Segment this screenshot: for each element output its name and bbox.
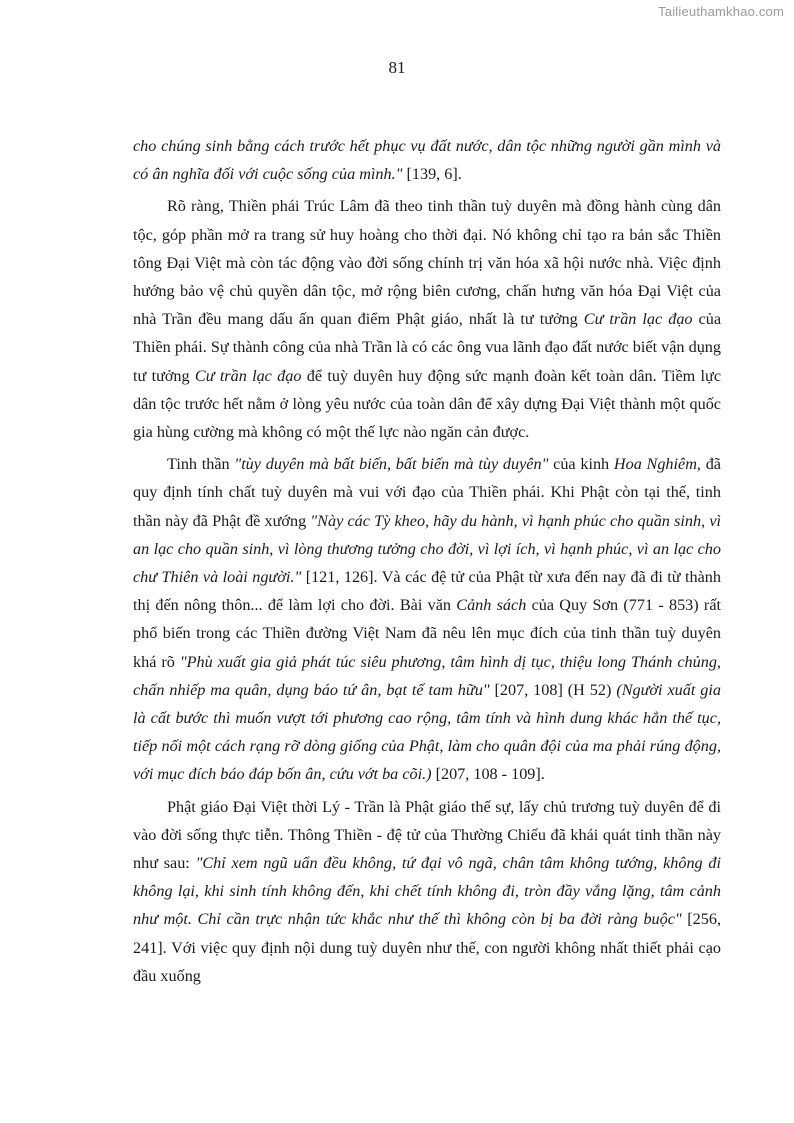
text-span: [207, 108] (H 52) xyxy=(489,680,617,699)
text-span: của kinh xyxy=(548,455,614,474)
italic-text: "Chỉ xem ngũ uẩn đều không, tứ đại vô ngã, chân tâm không tướng, không đi không lại, khi sinh tính không đến, khi chết tính không đi, tròn đầy vắng lặng, tâm cảnh như một. Chỉ cần trực nhận tức khắc như thế thì không còn bị ba đời ràng buộc" xyxy=(133,854,721,929)
italic-text: Cư trần lạc đạo xyxy=(583,310,693,329)
text-span: [207, 108 - 109]. xyxy=(431,765,545,784)
text-span: Phật giáo Đại Việt thời Lý - Trần là Phật giáo thế sự, lấy chủ trương tuỳ duyên để đi vào đời sống thực tiễn. Thông Thiền - đệ tử của Thường Chiếu đã khái quát tinh thần này như sau: xyxy=(133,797,721,873)
watermark: Tailieuthamkhao.com xyxy=(658,4,784,19)
italic-text: "tùy duyên mà bất biến, bất biến mà tùy duyên" xyxy=(234,455,549,474)
text-span: Tinh thần xyxy=(167,455,235,474)
text-span: [139, 6]. xyxy=(402,165,462,184)
text-span: của Thiền phái. Sự thành công của nhà Trần là có các ông vua lãnh đạo đất nước biết vận dụng tư tưởng xyxy=(133,310,722,385)
paragraph xyxy=(133,793,721,990)
paragraph xyxy=(133,450,721,788)
paragraph xyxy=(133,132,721,188)
italic-text: "Phù xuất gia giả phát túc siêu phương, tâm hình dị tục, thiệu long Thánh chủng, chấn nhiếp ma quân, dụng báo tứ ân, bạt tế tam hữu" xyxy=(133,652,721,699)
page-number: 81 xyxy=(388,58,406,77)
text-span: , đã quy định tính chất tuỳ duyên mà vui với đạo của Thiền phái. Khi Phật còn tại thế, tinh thần này đã Phật đề xướng xyxy=(133,455,721,530)
italic-text: Cư trần lạc đạo xyxy=(194,366,302,385)
text-span: để tuỳ duyên huy động sức mạnh đoàn kết toàn dân. Tiềm lực dân tộc trước hết nằm ở lòng yêu nước của toàn dân để xây dựng Đại Việt thành một quốc gia hùng cường mà không có một thế lực nào ngăn cản được. xyxy=(133,366,721,442)
italic-text: "Này các Tỳ kheo, hãy du hành, vì hạnh phúc cho quần sinh, vì an lạc cho quần sinh, vì lòng thương tưởng cho đời, vì lợi ích, vì hạnh phúc, vì an lạc cho chư Thiên và loài người." xyxy=(133,511,722,587)
italic-text: (Người xuất gia là cất bước thì muốn vượt tới phương cao rộng, tâm tính và hình dung khác hẳn thế tục, tiếp nối một cách rạng rỡ dòng giống của Phật, làm cho quân đội của ma phải rúng động, với mục đích báo đáp bốn ân, cứu vớt ba cõi.) xyxy=(133,680,721,784)
text-span: Rõ ràng, Thiền phái Trúc Lâm đã theo tinh thần tuỳ duyên mà đồng hành cùng dân tộc, góp phần mở ra trang sử huy hoàng cho thời đại. Nó không chỉ tạo ra bản sắc Thiền tông Đại Việt mà còn tác động vào đời sống chính trị văn hóa xã hội nước nhà. Việc định hướng bảo vệ chủ quyền dân tộc, mở rộng biên cương, chấn hưng văn hóa Đại Việt của nhà Trần đều mang dấu ấn quan điểm Phật giáo, nhất là tư tưởng xyxy=(133,197,721,329)
italic-text: cho chúng sinh bằng cách trước hết phục vụ đất nước, dân tộc những người gần mình và có ân nghĩa đối với cuộc sống của mình." xyxy=(133,137,721,184)
body-text xyxy=(133,132,721,994)
text-span: [256, 241]. Với việc quy định nội dung tuỳ duyên như thế, con người không nhất thiết phải cạo đầu xuống xyxy=(133,910,722,985)
text-span: [121, 126]. Và các đệ tử của Phật từ xưa đến nay đã đi từ thành thị đến nông thôn... để làm lợi cho đời. Bài văn xyxy=(133,568,721,615)
text-span: của Quy Sơn (771 - 853) rất phổ biến trong các Thiền đường Việt Nam đã nêu lên mục đích của tinh thần tuỳ duyên khá rõ xyxy=(133,596,721,671)
italic-text: Hoa Nghiêm xyxy=(613,455,697,474)
italic-text: Cảnh sách xyxy=(456,596,527,615)
paragraph xyxy=(133,192,721,446)
